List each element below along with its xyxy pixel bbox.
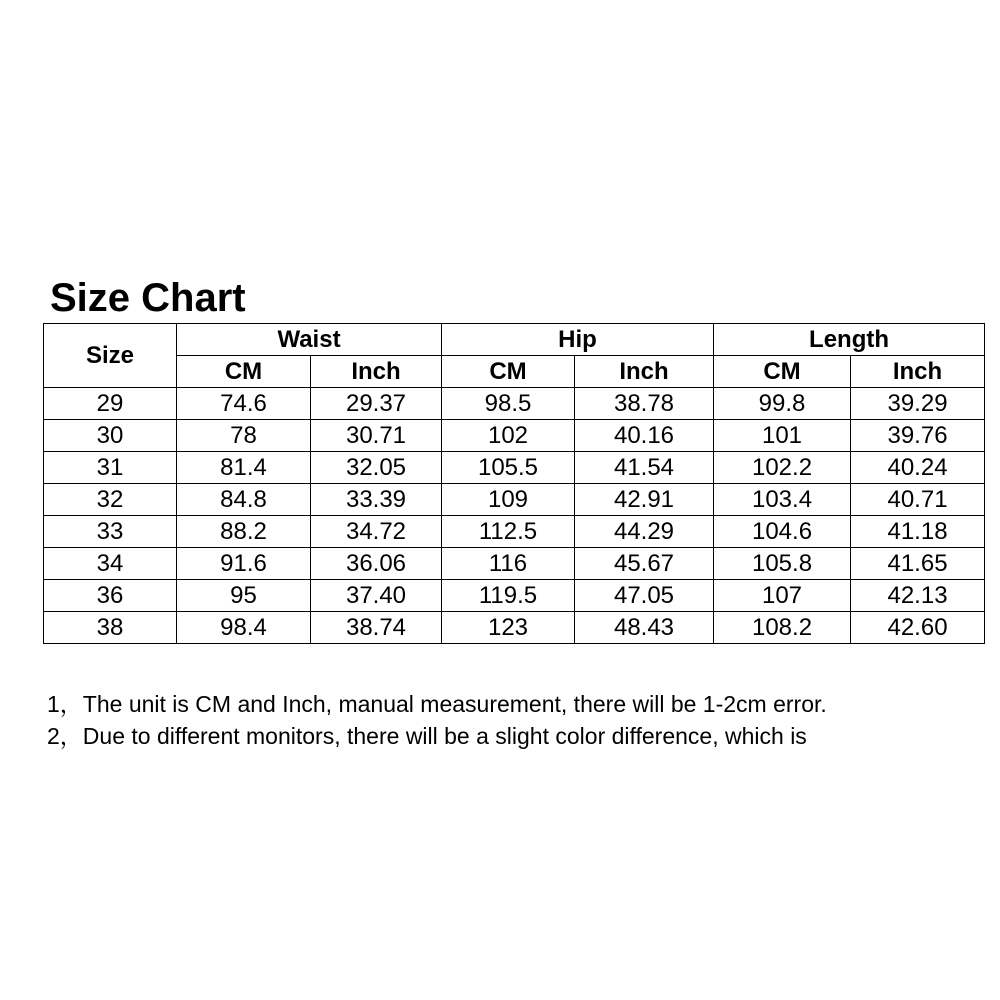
table-row <box>44 612 985 644</box>
hip-cm-header: CM <box>442 356 575 388</box>
waist-cm-cell: 84.8 <box>177 484 311 516</box>
group-header-row <box>44 324 985 356</box>
length-inch-cell: 40.24 <box>851 452 985 484</box>
size-chart-table <box>43 323 985 644</box>
length-inch-cell: 41.18 <box>851 516 985 548</box>
waist-cm-cell: 98.4 <box>177 612 311 644</box>
length-inch-cell: 41.65 <box>851 548 985 580</box>
hip-cm-cell: 109 <box>442 484 575 516</box>
hip-cm-cell: 102 <box>442 420 575 452</box>
length-cm-header: CM <box>714 356 851 388</box>
page-title: Size Chart <box>50 276 246 320</box>
unit-header-row <box>44 356 985 388</box>
length-inch-cell: 42.60 <box>851 612 985 644</box>
length-inch-cell: 42.13 <box>851 580 985 612</box>
length-cm-cell: 108.2 <box>714 612 851 644</box>
table-row <box>44 580 985 612</box>
waist-cm-cell: 88.2 <box>177 516 311 548</box>
waist-inch-cell: 37.40 <box>311 580 442 612</box>
table-row <box>44 548 985 580</box>
size-cell: 31 <box>44 452 177 484</box>
hip-inch-header: Inch <box>575 356 714 388</box>
waist-inch-cell: 38.74 <box>311 612 442 644</box>
length-cm-cell: 103.4 <box>714 484 851 516</box>
waist-cm-cell: 95 <box>177 580 311 612</box>
waist-cm-header: CM <box>177 356 311 388</box>
notes-section <box>47 688 987 752</box>
note-measurement-error: 1，The unit is CM and Inch, manual measurement, there will be 1-2cm error. <box>47 691 827 717</box>
table-row <box>44 420 985 452</box>
waist-cm-cell: 78 <box>177 420 311 452</box>
waist-inch-cell: 36.06 <box>311 548 442 580</box>
hip-cm-cell: 119.5 <box>442 580 575 612</box>
waist-cm-cell: 74.6 <box>177 388 311 420</box>
length-cm-cell: 107 <box>714 580 851 612</box>
table-row <box>44 452 985 484</box>
waist-inch-cell: 32.05 <box>311 452 442 484</box>
size-cell: 30 <box>44 420 177 452</box>
size-cell: 33 <box>44 516 177 548</box>
table-row <box>44 516 985 548</box>
size-cell: 32 <box>44 484 177 516</box>
length-cm-cell: 102.2 <box>714 452 851 484</box>
length-inch-cell: 40.71 <box>851 484 985 516</box>
waist-inch-cell: 30.71 <box>311 420 442 452</box>
length-group-header: Length <box>714 324 985 356</box>
length-cm-cell: 104.6 <box>714 516 851 548</box>
waist-inch-header: Inch <box>311 356 442 388</box>
length-inch-cell: 39.76 <box>851 420 985 452</box>
hip-inch-cell: 41.54 <box>575 452 714 484</box>
hip-inch-cell: 47.05 <box>575 580 714 612</box>
waist-inch-cell: 29.37 <box>311 388 442 420</box>
hip-cm-cell: 105.5 <box>442 452 575 484</box>
size-cell: 38 <box>44 612 177 644</box>
length-cm-cell: 101 <box>714 420 851 452</box>
size-column-header: Size <box>44 324 177 388</box>
hip-inch-cell: 44.29 <box>575 516 714 548</box>
waist-group-header: Waist <box>177 324 442 356</box>
hip-inch-cell: 45.67 <box>575 548 714 580</box>
hip-inch-cell: 42.91 <box>575 484 714 516</box>
hip-cm-cell: 123 <box>442 612 575 644</box>
size-cell: 34 <box>44 548 177 580</box>
size-cell: 36 <box>44 580 177 612</box>
size-cell: 29 <box>44 388 177 420</box>
note-color-difference: 2，Due to different monitors, there will be a slight color difference, which is <box>47 723 807 749</box>
hip-cm-cell: 98.5 <box>442 388 575 420</box>
length-inch-cell: 39.29 <box>851 388 985 420</box>
waist-cm-cell: 91.6 <box>177 548 311 580</box>
waist-inch-cell: 33.39 <box>311 484 442 516</box>
hip-inch-cell: 38.78 <box>575 388 714 420</box>
length-cm-cell: 99.8 <box>714 388 851 420</box>
length-cm-cell: 105.8 <box>714 548 851 580</box>
length-inch-header: Inch <box>851 356 985 388</box>
hip-inch-cell: 48.43 <box>575 612 714 644</box>
hip-cm-cell: 116 <box>442 548 575 580</box>
hip-cm-cell: 112.5 <box>442 516 575 548</box>
hip-group-header: Hip <box>442 324 714 356</box>
table-row <box>44 388 985 420</box>
hip-inch-cell: 40.16 <box>575 420 714 452</box>
waist-cm-cell: 81.4 <box>177 452 311 484</box>
table-row <box>44 484 985 516</box>
waist-inch-cell: 34.72 <box>311 516 442 548</box>
